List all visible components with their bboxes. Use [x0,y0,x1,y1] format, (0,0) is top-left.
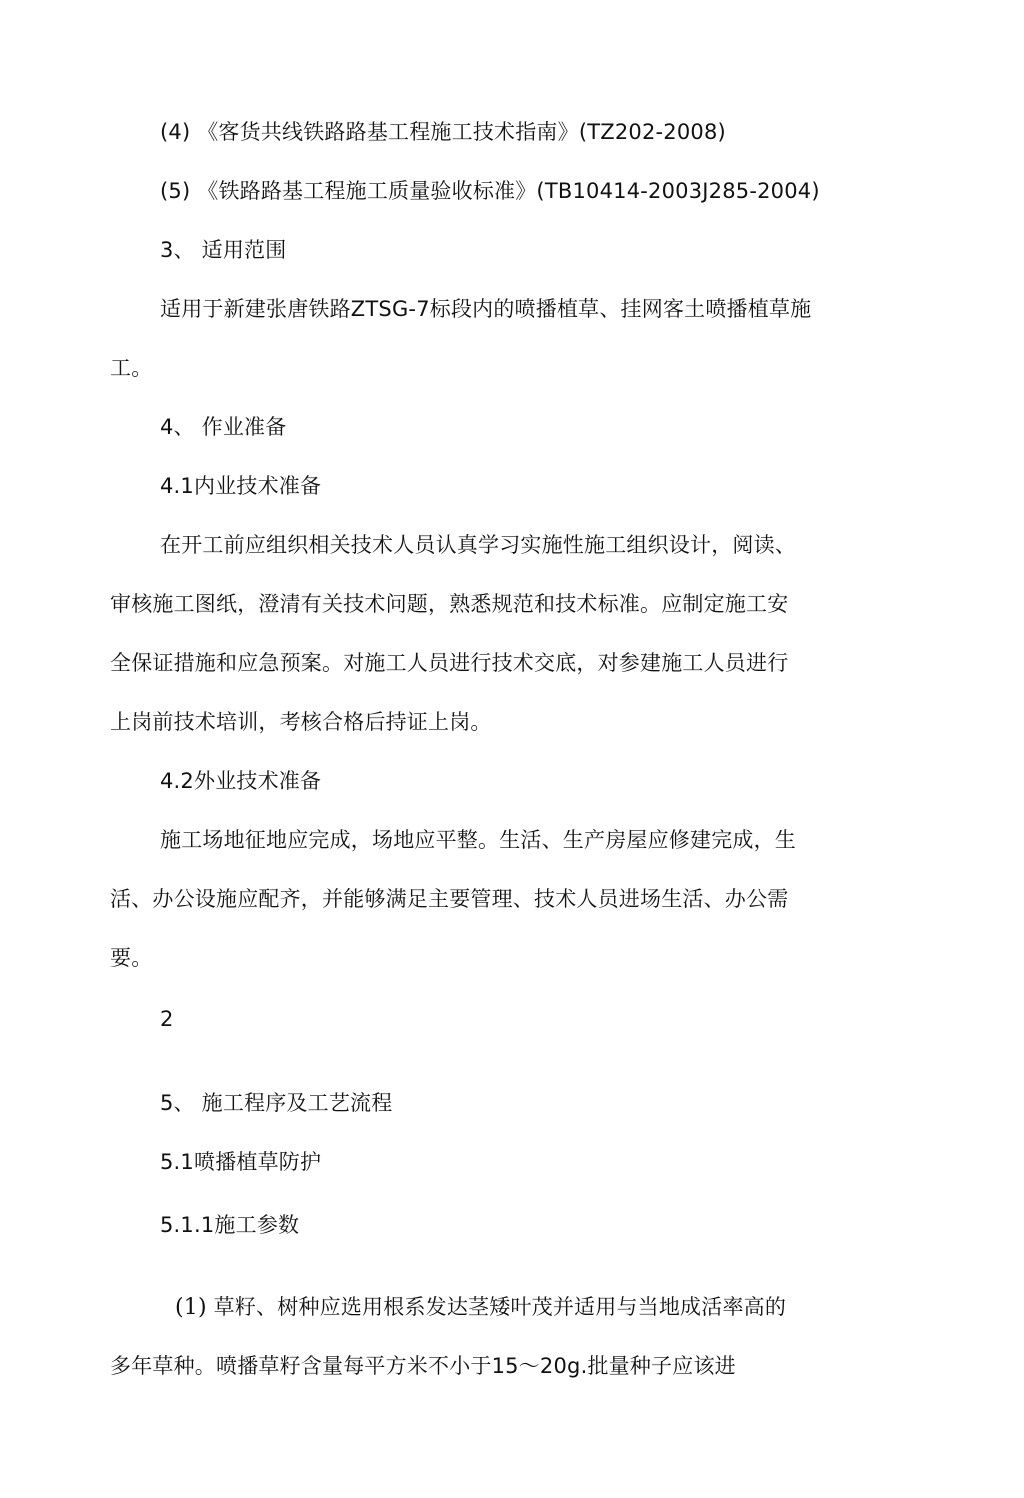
reference-item-5: (5) 《铁路路基工程施工质量验收标准》(TB10414-2003J285-2004) [160,179,820,203]
paragraph-line: 审核施工图纸，澄清有关技术问题，熟悉规范和技术标准。应制定施工安 [110,592,789,616]
paragraph-line: 工。 [110,356,153,380]
paragraph-line: 多年草种。喷播草籽含量每平方米不小于15～20g.批量种子应该进 [110,1354,736,1378]
page-number: 2 [160,1007,174,1031]
section-5-1-1-heading: 5.1.1施工参数 [160,1213,300,1237]
paragraph-line: 适用于新建张唐铁路ZTSG-7标段内的喷播植草、挂网客土喷播植草施 [160,297,812,321]
section-3-heading: 3、 适用范围 [160,238,287,262]
section-5-1-heading: 5.1喷播植草防护 [160,1150,322,1174]
section-4-2-heading: 4.2外业技术准备 [160,769,322,793]
paragraph-line: 全保证措施和应急预案。对施工人员进行技术交底，对参建施工人员进行 [110,651,789,675]
reference-item-4: (4) 《客货共线铁路路基工程施工技术指南》(TZ202-2008) [160,120,726,144]
section-4-heading: 4、 作业准备 [160,415,287,439]
list-item-marker: (1) [175,1295,207,1320]
paragraph-line: 上岗前技术培训，考核合格后持证上岗。 [110,710,492,734]
list-item-text: 草籽、树种应选用根系发达茎矮叶茂并适用与当地成活率高的 [206,1295,787,1319]
section-5-heading: 5、 施工程序及工艺流程 [160,1091,393,1115]
section-4-1-heading: 4.1内业技术准备 [160,474,322,498]
list-item-1 [175,1292,786,1323]
paragraph-line: 活、办公设施应配齐，并能够满足主要管理、技术人员进场生活、办公需 [110,887,789,911]
paragraph-line: 在开工前应组织相关技术人员认真学习实施性施工组织设计，阅读、 [160,533,796,557]
paragraph-line: 施工场地征地应完成，场地应平整。生活、生产房屋应修建完成，生 [160,828,796,852]
paragraph-line: 要。 [110,946,153,970]
